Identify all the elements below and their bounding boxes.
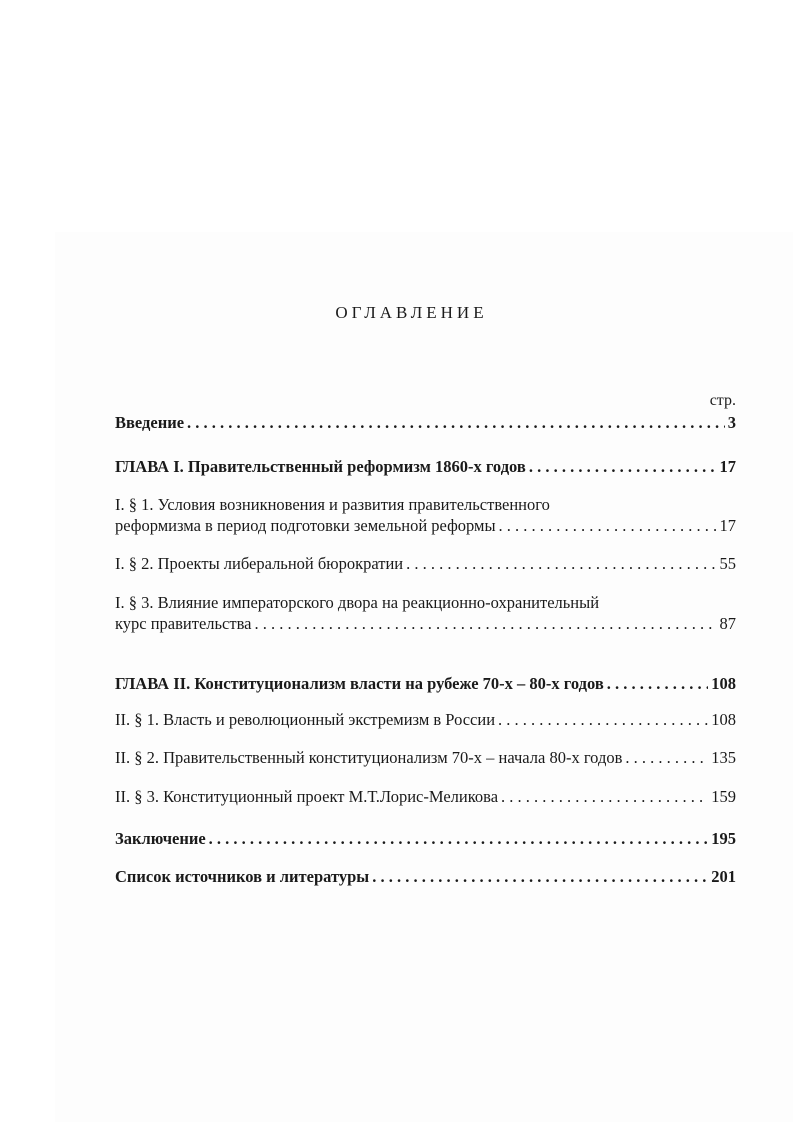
entry-page-number: 135 (711, 748, 736, 767)
entry-page-number: 17 (719, 457, 736, 476)
toc-entry-chapter-2-section-1[interactable] (115, 709, 736, 730)
toc-entry-introduction[interactable] (115, 412, 736, 433)
entry-title: Введение (115, 413, 185, 432)
toc-entry-chapter-2-section-3[interactable] (115, 786, 736, 807)
entry-title-line-2: реформизма в период подготовки земельной реформы (115, 516, 496, 535)
entry-page-number: 195 (711, 829, 736, 848)
entry-title: II. § 2. Правительственный конституционализм 70-х – начала 80-х годов (115, 748, 623, 767)
dot-leader (187, 412, 725, 433)
dot-leader (406, 553, 716, 574)
toc-entry-conclusion[interactable] (115, 828, 736, 849)
dot-leader (372, 866, 708, 887)
toc-entry-chapter-1-section-2[interactable] (115, 553, 736, 574)
toc-entry-chapter-1-section-1[interactable] (115, 494, 736, 536)
entry-title: Список источников и литературы (115, 867, 370, 886)
entry-title: ГЛАВА I. Правительственный реформизм 1860-х годов (115, 457, 526, 476)
dot-leader (498, 709, 708, 730)
entry-title-line-2: курс правительства (115, 614, 252, 633)
toc-title: ОГЛАВЛЕНИЕ (335, 303, 488, 322)
entry-page-number: 87 (719, 614, 736, 633)
entry-title-line-1: I. § 1. Условия возникновения и развития правительственного (115, 495, 550, 514)
entry-title: Заключение (115, 829, 206, 848)
entry-title: ГЛАВА II. Конституционализм власти на рубеже 70-х – 80-х годов (115, 674, 604, 693)
entry-title-line-1: I. § 3. Влияние императорского двора на реакционно-охранительный (115, 593, 600, 612)
entry-page-number: 201 (711, 867, 736, 886)
toc-entry-bibliography[interactable] (115, 866, 736, 887)
dot-leader (254, 613, 716, 634)
dot-leader (607, 673, 709, 694)
toc-entry-chapter-2[interactable] (115, 673, 736, 694)
entry-page-number: 108 (711, 674, 736, 693)
entry-page-number: 17 (719, 516, 736, 535)
entry-page-number: 55 (719, 554, 736, 573)
dot-leader (209, 828, 709, 849)
dot-leader (625, 747, 708, 768)
entry-title: I. § 2. Проекты либеральной бюрократии (115, 554, 404, 573)
entry-page-number: 108 (711, 710, 736, 729)
dot-leader (499, 515, 717, 536)
entry-page-number: 3 (727, 413, 736, 432)
entry-title: II. § 1. Власть и революционный экстремизм в России (115, 710, 496, 729)
toc-entry-chapter-1[interactable] (115, 456, 736, 477)
dot-leader (529, 456, 717, 477)
toc-entry-chapter-1-section-3[interactable] (115, 592, 736, 634)
toc-entry-chapter-2-section-2[interactable] (115, 747, 736, 768)
dot-leader (501, 786, 708, 807)
page-column-label: стр. (709, 392, 736, 409)
entry-title: II. § 3. Конституционный проект М.Т.Лорис-Меликова (115, 787, 499, 806)
entry-page-number: 159 (711, 787, 736, 806)
